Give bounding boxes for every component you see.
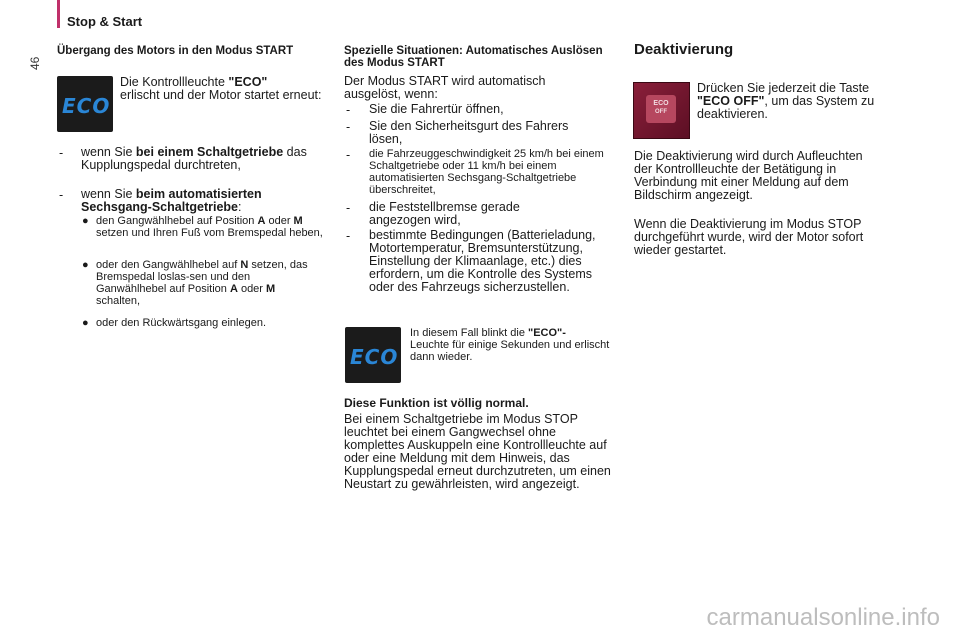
off-label: OFF [655, 109, 667, 115]
normal-heading: Diese Funktion ist völlig normal. [344, 396, 529, 410]
mid-dash-1: - [346, 103, 351, 117]
eco-off-key [646, 95, 676, 123]
middle-item-3: die Fahrzeuggeschwindigkeit 25 km/h bei einem Schaltgetriebe oder 11 km/h bei einem automatisierten Sechsgang-Schaltgetriebe überschreitet, [369, 148, 604, 196]
bullet-2: ● [82, 259, 89, 271]
right-para-1: Die Deaktivierung wird durch Aufleuchten der Kontrollleuchte der Betätigung in Verbindung mit einer Meldung auf dem Bildschirm angezeigt. [634, 149, 863, 202]
bullet-3: ● [82, 317, 89, 329]
right-press-text: Drücken Sie jederzeit die Taste "ECO OFF", um das System zu deaktivieren. [697, 81, 875, 121]
watermark: carmanualsonline.info [706, 604, 940, 631]
bullet-1: ● [82, 215, 89, 227]
left-subitem-1: den Gangwählhebel auf Position A oder M setzen und Ihren Fuß vom Bremspedal heben, [96, 215, 323, 239]
normal-text: Bei einem Schaltgetriebe im Modus STOP leuchtet bei einem Gangwechsel ohne komplettes Auskuppeln eine Kontrollleuchte auf oder eine Meldung mit dem Hinweis, das Kupplungspedal erneut durchzutreten, um einen Neustart zu gewährleisten, wird angezeigt. [344, 412, 611, 491]
right-para-2: Wenn die Deaktivierung im Modus STOP durchgeführt wurde, wird der Motor sofort wieder gestartet. [634, 217, 864, 257]
eco-icon: ECO [350, 345, 399, 369]
eco-indicator-image-2 [345, 327, 401, 383]
middle-note: In diesem Fall blinkt die "ECO"- Leuchte für einige Sekunden und erlischt dann wieder. [410, 327, 610, 363]
eco-label: ECO [653, 100, 669, 107]
left-subitem-3: oder den Rückwärtsgang einlegen. [96, 317, 267, 329]
left-item-2: wenn Sie beim automatisierten Sechsgang-Schaltgetriebe: [81, 187, 262, 214]
middle-item-2: Sie den Sicherheitsgurt des Fahrers lösen, [369, 119, 569, 146]
mid-dash-3: - [346, 148, 351, 162]
eco-icon: ECO [62, 94, 111, 118]
right-heading: Deaktivierung [634, 41, 734, 58]
left-heading: Übergang des Motors in den Modus START [57, 45, 294, 57]
left-subitem-2: oder den Gangwählhebel auf N setzen, das Bremspedal loslas-sen und den Ganwählhebel auf Position A oder M schalten, [96, 259, 308, 307]
left-dash-1: - [59, 146, 64, 160]
middle-heading: Spezielle Situationen: Automatisches Auslösen des Modus START [344, 45, 603, 69]
mid-dash-2: - [346, 120, 351, 134]
left-item-1: wenn Sie bei einem Schaltgetriebe das Kupplungspedal durchtreten, [81, 145, 307, 172]
page-number: 46 [28, 56, 42, 70]
mid-dash-4: - [346, 201, 351, 215]
middle-item-5: bestimmte Bedingungen (Batterieladung, Motortemperatur, Bremsunterstützung, Einstellung der Klimaanlage, etc.) dies erfordern, um die Kontrolle des Systems oder des Fahrzeugs sicherzustellen. [369, 228, 596, 294]
left-intro: Die Kontrollleuchte "ECO" erlischt und der Motor startet erneut: [120, 75, 322, 102]
middle-intro: Der Modus START wird automatisch ausgelöst, wenn: [344, 74, 546, 101]
page-title: Stop & Start [67, 14, 143, 29]
eco-indicator-image [57, 76, 113, 132]
left-dash-2: - [59, 188, 64, 202]
mid-dash-5: - [346, 229, 351, 243]
eco-off-button-image [633, 82, 690, 139]
middle-item-4: die Feststellbremse gerade angezogen wird, [369, 200, 520, 227]
middle-item-1: Sie die Fahrertür öffnen, [369, 102, 504, 116]
header-accent-bar [57, 0, 60, 28]
